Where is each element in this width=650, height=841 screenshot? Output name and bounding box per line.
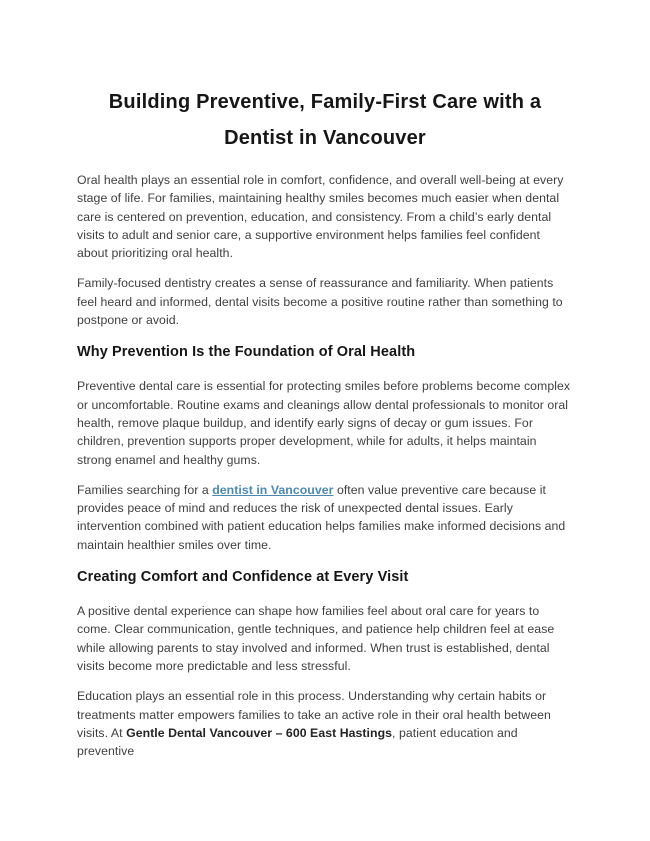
- paragraph-family-focused: Family-focused dentistry creates a sense of reassurance and familiarity. When patients feel heard and informed, dental visits become a positive routine rather than something to postpone or avoid.: [77, 276, 563, 328]
- paragraph-positive-experience: A positive dental experience can shape how families feel about oral care for years to come. Clear communication, gentle techniques, and patience help children feel at ease while allowing parents to stay involved and informed. When trust is established, dental visits become more predictable and less stressful.: [77, 604, 555, 673]
- document-title-line-1: Building Preventive, Family-First Care with a: [108, 91, 542, 113]
- paragraph-education-pre-text: Education plays an essential role in this process. Understanding why certain habits or treatments matter empowers families to take an active role in their oral health between visits. At: [77, 689, 551, 740]
- paragraph-families-searching: [77, 481, 573, 554]
- document-title-line-2: Dentist in Vancouver: [224, 127, 426, 149]
- paragraph-intro-oral-health: Oral health plays an essential role in comfort, confidence, and overall well-being at every stage of life. For families, maintaining healthy smiles becomes much easier when dental care is centered on prevention, education, and consistency. From a child’s early dental visits to adult and senior care, a supportive environment helps families feel confident about prioritizing oral health.: [77, 173, 564, 261]
- paragraph-families-pre-text: Families searching for a: [77, 482, 213, 497]
- document-title: [77, 84, 573, 156]
- paragraph-education-post-text: , patient education and preventive: [77, 725, 518, 759]
- paragraph-families-post-text: often value preventive care because it provides peace of mind and reduces the risk of unexpected dental issues. Early intervention combined with patient education helps families make informed decisions and maintain healthier smiles over time.: [77, 482, 566, 552]
- dentist-in-vancouver-link[interactable]: dentist in Vancouver: [212, 482, 334, 497]
- heading-creating-comfort: Creating Comfort and Confidence at Every Visit: [77, 569, 409, 586]
- paragraph-education: [77, 687, 573, 760]
- heading-why-prevention: Why Prevention Is the Foundation of Oral Health: [77, 344, 416, 361]
- clinic-name-bold-text: Gentle Dental Vancouver – 600 East Hastings: [126, 725, 393, 740]
- paragraph-preventive-care: Preventive dental care is essential for protecting smiles before problems become complex or uncomfortable. Routine exams and cleanings allow dental professionals to monitor oral health, remove plaque buildup, and identify early signs of decay or gum issues. For children, prevention supports proper development, while for adults, it helps maintain strong enamel and healthy gums.: [77, 379, 571, 467]
